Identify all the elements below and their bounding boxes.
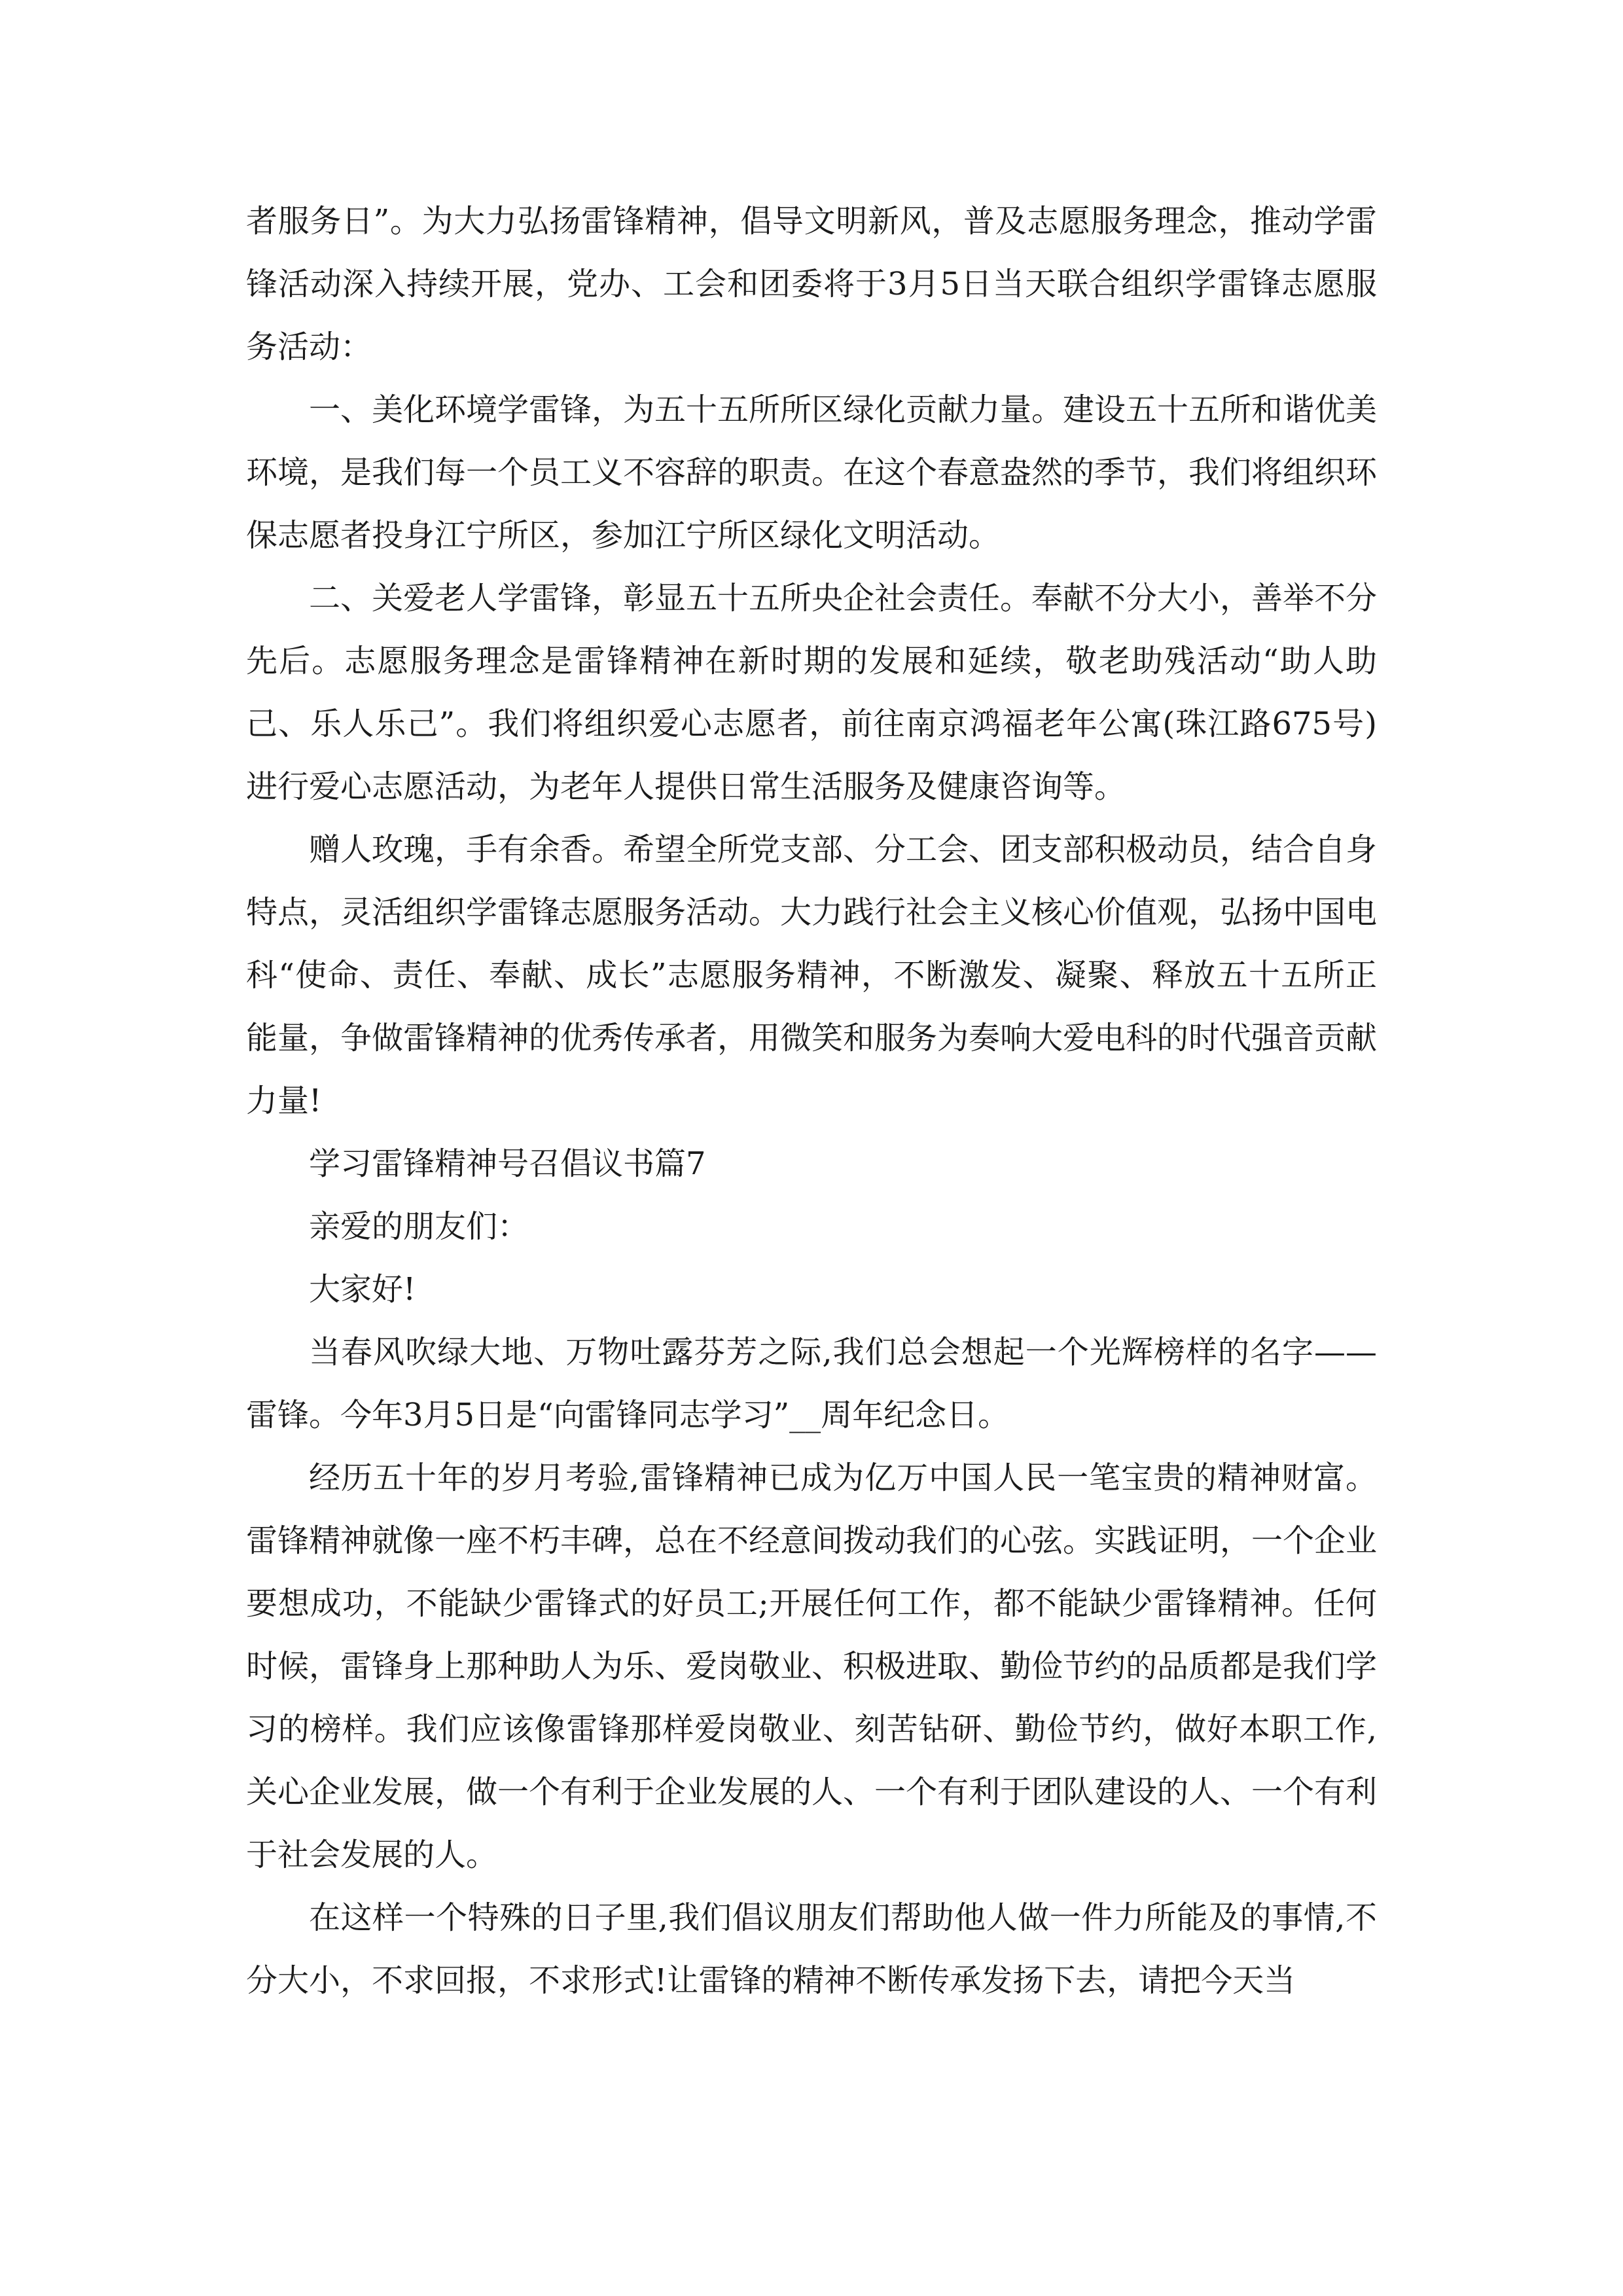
salutation: 亲爱的朋友们： bbox=[309, 1208, 529, 1245]
paragraph-7: 在这样一个特殊的日子里,我们倡议朋友们帮助他人做一件力所能及的事情,不分大小，不求回报，不求形式!让雷锋的精神不断传承发扬下去，请把今天当 bbox=[246, 1899, 1377, 1999]
paragraph-4: 赠人玫瑰，手有余香。希望全所党支部、分工会、团支部积极动员，结合自身特点，灵活组织学雷锋志愿服务活动。大力践行社会主义核心价值观，弘扬中国电科“使命、责任、奉献、成长”志愿服务精神，不断激发、凝聚、释放五十五所正能量，争做雷锋精神的优秀传承者，用微笑和服务为奏响大爱电科的时代强音贡献力量! bbox=[246, 831, 1378, 1119]
document-body bbox=[246, 190, 1377, 2012]
paragraph-5: 当春风吹绿大地、万物吐露芬芳之际,我们总会想起一个光辉榜样的名字——雷锋。今年3月5日是“向雷锋同志学习”__周年纪念日。 bbox=[246, 1334, 1377, 1433]
paragraph-1: 者服务日”。为大力弘扬雷锋精神，倡导文明新风，普及志愿服务理念，推动学雷锋活动深入持续开展，党办、工会和团委将于3月5日当天联合组织学雷锋志愿服务活动： bbox=[246, 203, 1377, 365]
paragraph-3: 二、关爱老人学雷锋，彰显五十五所央企社会责任。奉献不分大小，善举不分先后。志愿服务理念是雷锋精神在新时期的发展和延续，敬老助残活动“助人助己、乐人乐己”。我们将组织爱心志愿者，前往南京鸿福老年公寓(珠江路675号)进行爱心志愿活动，为老年人提供日常生活服务及健康咨询等。 bbox=[246, 580, 1378, 805]
greeting: 大家好! bbox=[309, 1271, 416, 1308]
paragraph-6: 经历五十年的岁月考验,雷锋精神已成为亿万中国人民一笔宝贵的精神财富。雷锋精神就像一座不朽丰碑，总在不经意间拨动我们的心弦。实践证明，一个企业要想成功，不能缺少雷锋式的好员工;开展任何工作，都不能缺少雷锋精神。任何时候，雷锋身上那种助人为乐、爱岗敬业、积极进取、勤俭节约的品质都是我们学习的榜样。我们应该像雷锋那样爱岗敬业、刻苦钻研、勤俭节约，做好本职工作,关心企业发展，做一个有利于企业发展的人、一个有利于团队建设的人、一个有利于社会发展的人。 bbox=[246, 1460, 1378, 1873]
paragraph-2: 一、美化环境学雷锋，为五十五所所区绿化贡献力量。建设五十五所和谐优美环境，是我们每一个员工义不容辞的职责。在这个春意盎然的季节，我们将组织环保志愿者投身江宁所区，参加江宁所区绿化文明活动。 bbox=[246, 391, 1378, 554]
section-heading: 学习雷锋精神号召倡议书篇7 bbox=[309, 1145, 706, 1182]
